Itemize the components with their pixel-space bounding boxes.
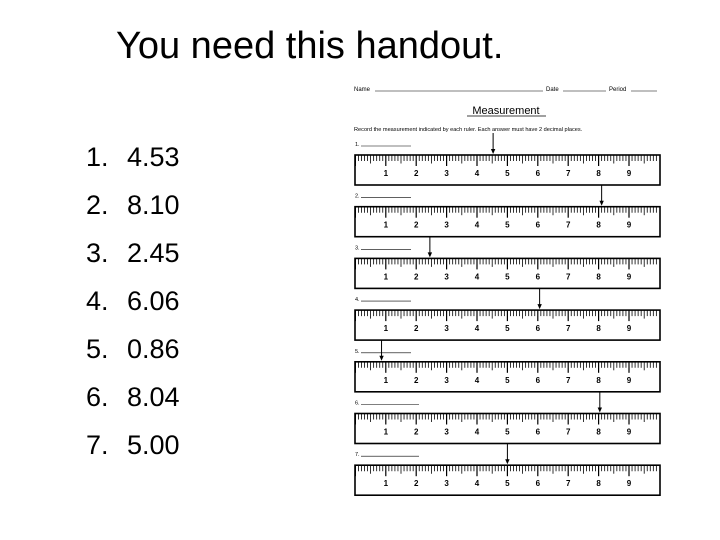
measurement-arrowhead bbox=[537, 304, 541, 309]
ruler-number: 9 bbox=[626, 220, 632, 230]
answer-value: 6.06 bbox=[127, 286, 180, 316]
ruler-number: 4 bbox=[474, 479, 480, 489]
ruler-question bbox=[355, 392, 660, 444]
ruler-number: 9 bbox=[626, 324, 632, 334]
measurement-arrowhead bbox=[599, 201, 603, 206]
worksheet-header bbox=[354, 87, 657, 133]
ruler-question bbox=[355, 133, 660, 185]
measurement-arrowhead bbox=[491, 149, 495, 154]
ruler-question bbox=[355, 443, 660, 495]
ruler-number: 7 bbox=[565, 272, 571, 282]
ruler-number: 8 bbox=[596, 427, 601, 437]
ruler-number: 4 bbox=[474, 220, 480, 230]
ruler-number: 8 bbox=[596, 375, 601, 385]
ruler-number: 8 bbox=[596, 272, 601, 282]
ruler-number: 2 bbox=[413, 169, 419, 178]
ruler-number: 5 bbox=[505, 375, 510, 385]
measurement-arrowhead bbox=[379, 356, 383, 361]
ruler-number: 1 bbox=[383, 169, 389, 178]
ruler-number: 3 bbox=[444, 427, 449, 437]
ruler-number: 7 bbox=[565, 220, 571, 230]
measurement-arrowhead bbox=[598, 408, 602, 413]
worksheet-title: Measurement bbox=[472, 105, 540, 117]
ruler-number: 4 bbox=[474, 272, 480, 282]
ruler-number: 2 bbox=[413, 427, 419, 437]
ruler-number: 9 bbox=[626, 169, 632, 178]
ruler-number: 4 bbox=[474, 324, 480, 334]
answer-value: 8.10 bbox=[127, 190, 180, 220]
ruler-number: 7 bbox=[565, 169, 571, 178]
ruler-question bbox=[355, 288, 660, 340]
answer-number: 4. bbox=[86, 286, 109, 316]
ruler-number: 1 bbox=[383, 427, 389, 437]
ruler-number: 4 bbox=[474, 375, 480, 385]
answer-number: 3. bbox=[86, 238, 109, 268]
ruler-number: 9 bbox=[626, 427, 632, 437]
ruler-number: 5 bbox=[505, 220, 510, 230]
ruler-number: 3 bbox=[444, 375, 449, 385]
ruler-group bbox=[355, 133, 660, 495]
ruler-number: 6 bbox=[535, 375, 541, 385]
measurement-arrowhead bbox=[428, 252, 432, 257]
ruler-number: 2 bbox=[413, 272, 419, 282]
ruler-number: 9 bbox=[626, 272, 632, 282]
worksheet-instructions: Record the measurement indicated by each ruler. Each answer must have 2 decimal places. bbox=[354, 127, 583, 133]
ruler-number: 8 bbox=[596, 324, 601, 334]
ruler-number: 1 bbox=[383, 272, 389, 282]
name-label: Name bbox=[354, 87, 371, 93]
answer-number: 2. bbox=[86, 190, 109, 220]
question-label: 3. bbox=[355, 245, 360, 252]
ruler-number: 5 bbox=[505, 272, 510, 282]
ruler-number: 8 bbox=[596, 479, 601, 489]
date-label: Date bbox=[546, 87, 559, 93]
answer-number: 5. bbox=[86, 334, 109, 364]
question-label: 6. bbox=[355, 400, 360, 407]
question-label: 4. bbox=[355, 297, 360, 304]
ruler-number: 3 bbox=[444, 479, 449, 489]
measurement-arrowhead bbox=[505, 459, 509, 464]
ruler-number: 6 bbox=[535, 427, 541, 437]
ruler-number: 6 bbox=[535, 479, 541, 489]
ruler-number: 5 bbox=[505, 479, 510, 489]
ruler-question bbox=[355, 185, 660, 237]
ruler-number: 6 bbox=[535, 220, 541, 230]
ruler-number: 1 bbox=[383, 375, 389, 385]
ruler-number: 3 bbox=[444, 324, 449, 334]
ruler-number: 8 bbox=[596, 220, 601, 230]
ruler-number: 6 bbox=[535, 324, 541, 334]
answer-number: 7. bbox=[86, 430, 109, 460]
question-label: 2. bbox=[355, 193, 360, 200]
ruler-number: 1 bbox=[383, 220, 389, 230]
answer-value: 5.00 bbox=[127, 430, 180, 460]
ruler-question bbox=[355, 236, 660, 288]
ruler-number: 9 bbox=[626, 479, 632, 489]
answer-value: 8.04 bbox=[127, 382, 180, 412]
answer-number: 6. bbox=[86, 382, 109, 412]
period-label: Period bbox=[609, 87, 627, 93]
ruler-number: 1 bbox=[383, 324, 389, 334]
ruler-number: 5 bbox=[505, 427, 510, 437]
answer-value: 2.45 bbox=[127, 238, 180, 268]
question-label: 1. bbox=[355, 142, 360, 148]
ruler-number: 2 bbox=[413, 479, 419, 489]
ruler-number: 2 bbox=[413, 220, 419, 230]
ruler-number: 4 bbox=[474, 427, 480, 437]
question-label: 5. bbox=[355, 348, 360, 355]
question-label: 7. bbox=[355, 452, 360, 459]
ruler-number: 7 bbox=[565, 375, 571, 385]
ruler-number: 7 bbox=[565, 324, 571, 334]
ruler-number: 2 bbox=[413, 375, 419, 385]
ruler-number: 7 bbox=[565, 479, 571, 489]
ruler-number: 5 bbox=[505, 324, 510, 334]
answer-value: 4.53 bbox=[127, 142, 180, 172]
answer-value: 0.86 bbox=[127, 334, 180, 364]
slide-title: You need this handout. bbox=[116, 25, 504, 67]
ruler-number: 7 bbox=[565, 427, 571, 437]
ruler-number: 1 bbox=[383, 479, 389, 489]
ruler-number: 6 bbox=[535, 272, 541, 282]
ruler-number: 5 bbox=[505, 169, 510, 178]
ruler-number: 6 bbox=[535, 169, 541, 178]
ruler-number: 4 bbox=[474, 169, 480, 178]
ruler-number: 2 bbox=[413, 324, 419, 334]
ruler-number: 3 bbox=[444, 169, 449, 178]
ruler-number: 3 bbox=[444, 220, 449, 230]
ruler-number: 9 bbox=[626, 375, 632, 385]
answer-number: 1. bbox=[86, 142, 109, 172]
ruler-number: 8 bbox=[596, 169, 601, 178]
ruler-number: 3 bbox=[444, 272, 449, 282]
ruler-question bbox=[355, 340, 660, 392]
